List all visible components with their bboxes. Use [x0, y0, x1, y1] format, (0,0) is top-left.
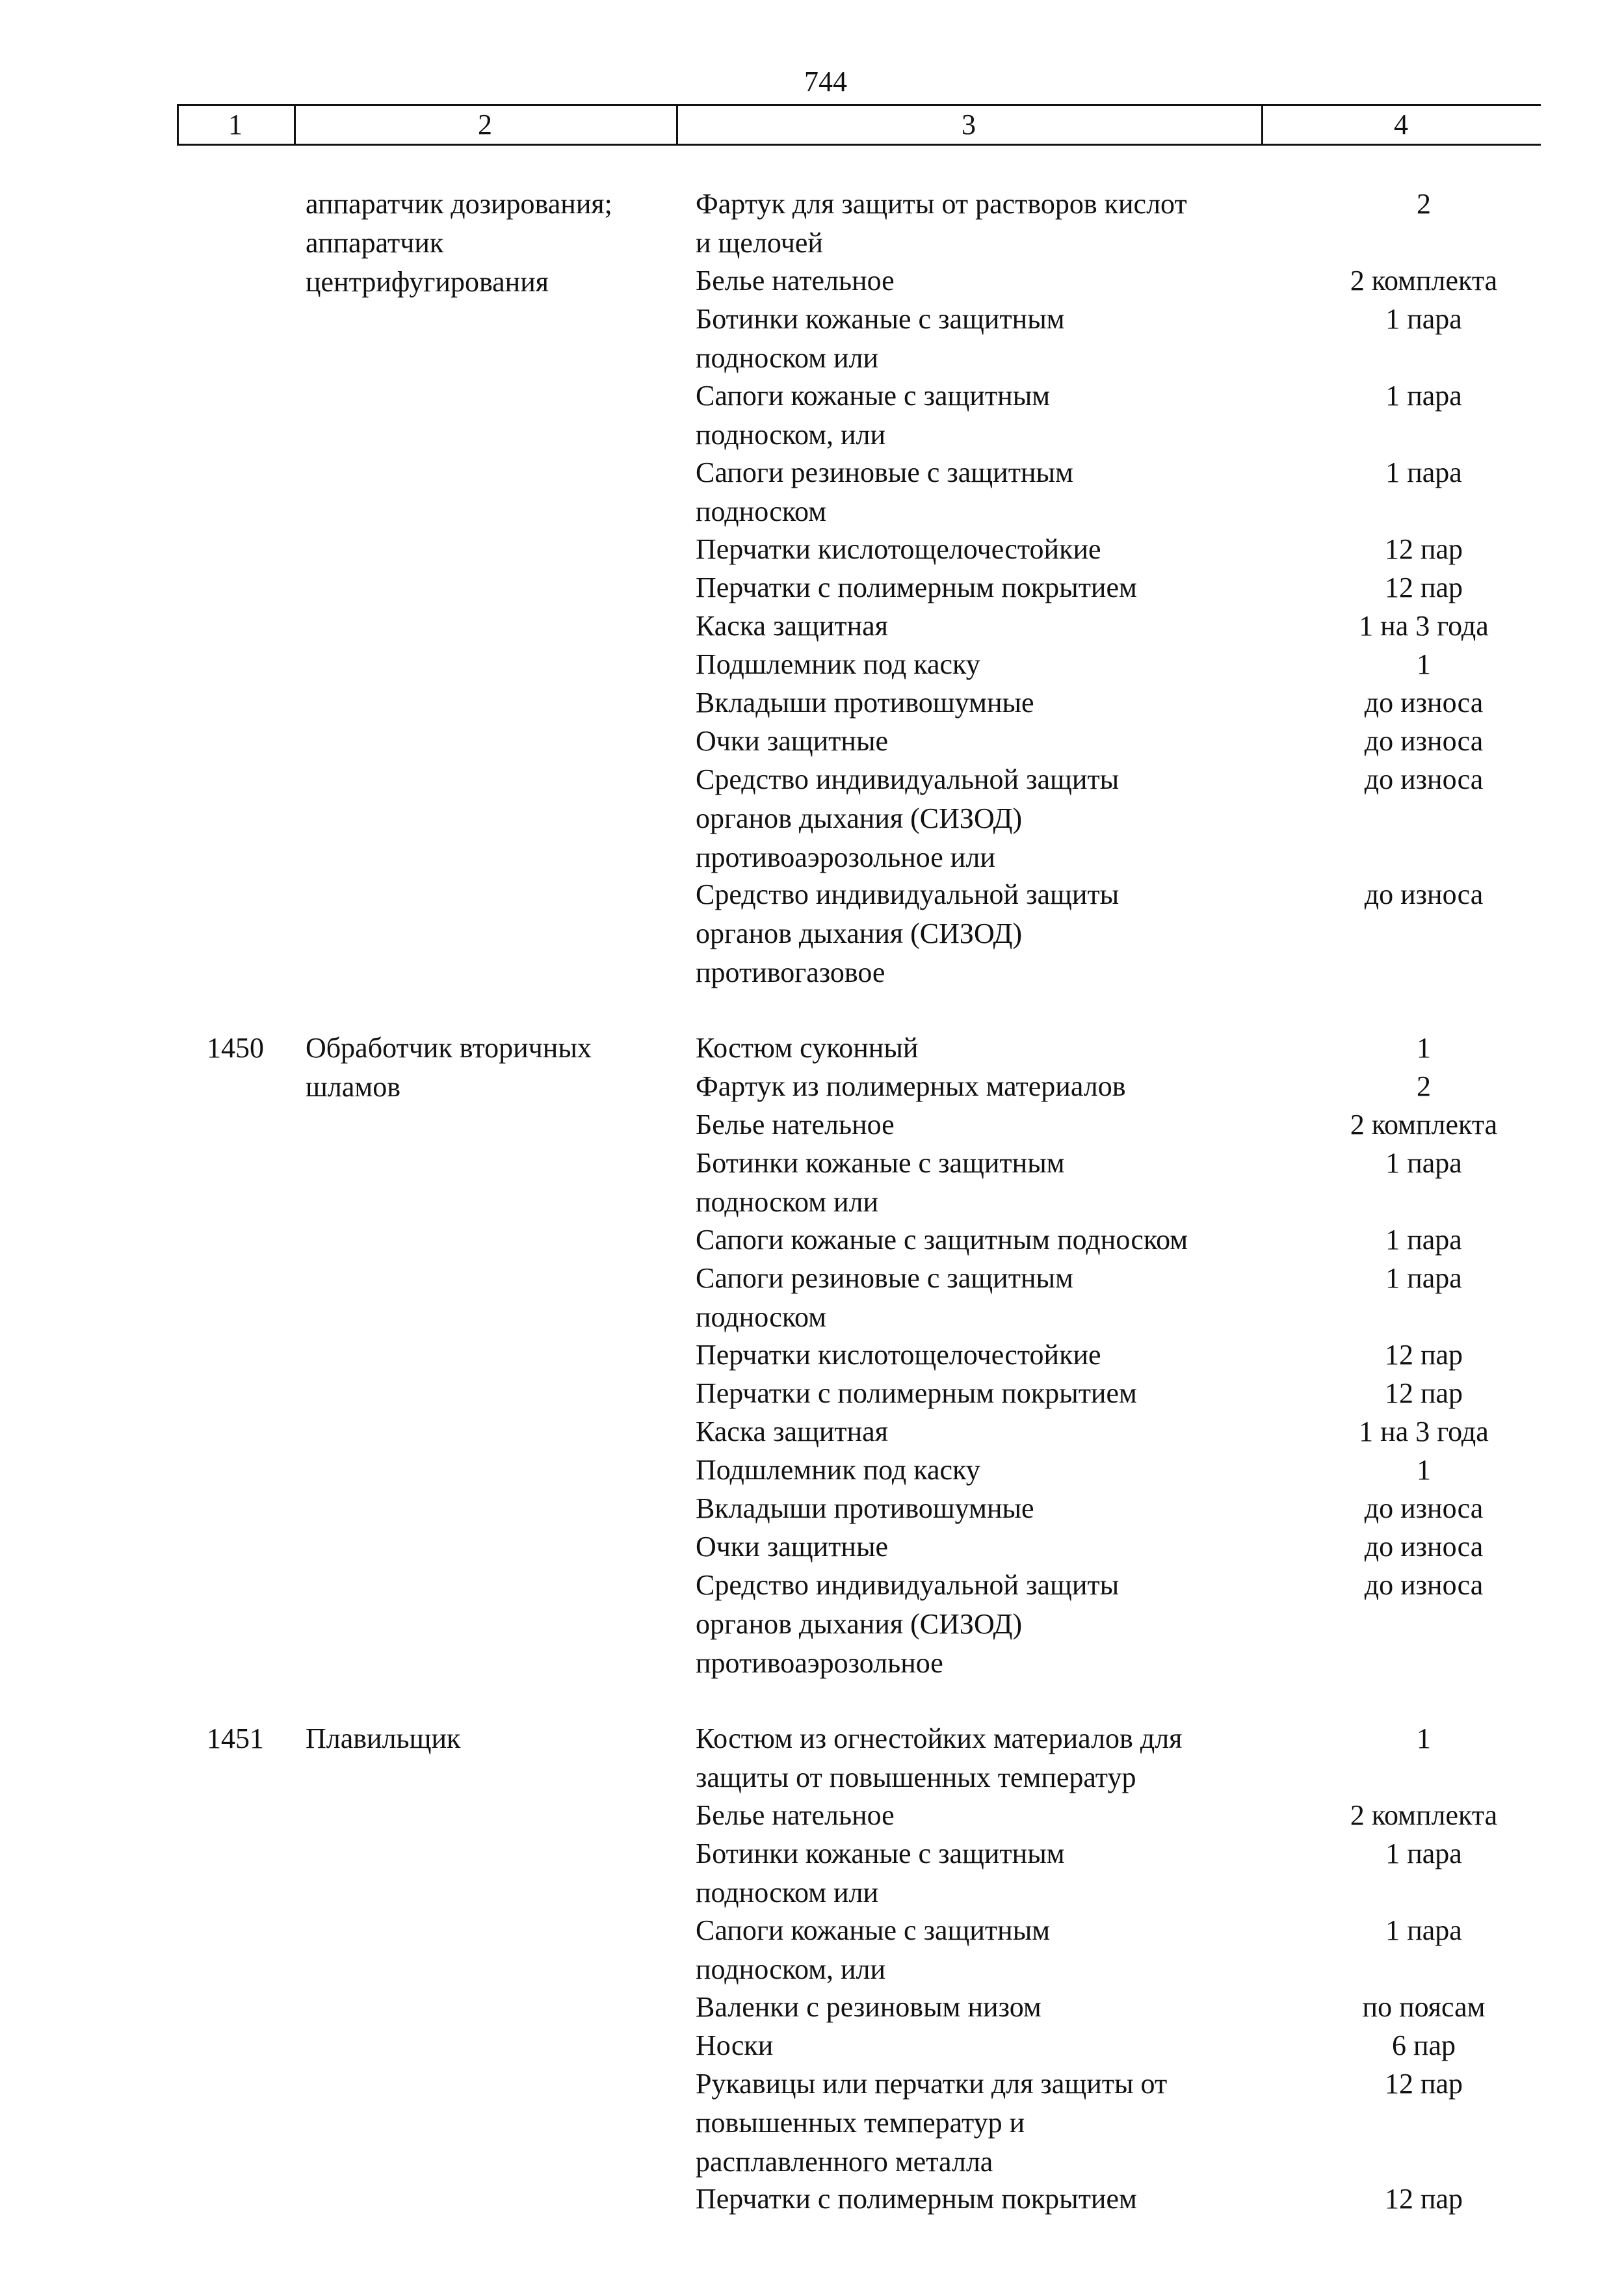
item-norm: 6 пар	[1391, 2029, 1456, 2061]
item-norm: 1 пара	[1385, 1224, 1462, 1256]
item-norm: 1 пара	[1385, 303, 1462, 335]
item-name: Сапоги кожаные с защитным подноском	[696, 1224, 1188, 1256]
item-norm: до износа	[1364, 687, 1484, 719]
item-name: Костюм суконный	[696, 1032, 919, 1064]
item-name: Очки защитные	[696, 1531, 889, 1563]
item-norm: 12 пар	[1384, 2068, 1463, 2100]
item-name: Фартук из полимерных материалов	[696, 1070, 1126, 1102]
item-norm: 2 комплекта	[1350, 265, 1498, 297]
item-norm: до износа	[1364, 1569, 1484, 1601]
item-norm: 2	[1417, 188, 1431, 220]
item-name: Ботинки кожаные с защитным подноском или	[696, 1147, 1065, 1218]
item-name: Каска защитная	[696, 1416, 888, 1447]
item-name: Вкладыши противошумные	[696, 687, 1034, 719]
item-norm: 12 пар	[1384, 1377, 1463, 1409]
entry-number: 1450	[207, 1032, 264, 1064]
item-name: Носки	[696, 2029, 774, 2061]
item-norm: по поясам	[1362, 1991, 1486, 2023]
item-norm: до износа	[1364, 725, 1484, 757]
column-header-4: 4	[1394, 109, 1408, 140]
item-name: Подшлемник под каску	[696, 1454, 980, 1486]
item-name: Очки защитные	[696, 725, 889, 757]
item-norm: 1 на 3 года	[1359, 610, 1489, 642]
entry-number: 1451	[207, 1722, 264, 1754]
profession-name: Обработчик вторичных шламов	[306, 1032, 592, 1103]
item-norm: 1 пара	[1385, 1147, 1462, 1179]
item-norm: 12 пар	[1384, 533, 1463, 565]
item-name: Подшлемник под каску	[696, 648, 980, 680]
item-norm: 12 пар	[1384, 572, 1463, 603]
item-name: Костюм из огнестойких материалов для защиты от повышенных температур	[696, 1722, 1183, 1793]
item-name: Сапоги резиновые с защитным подноском	[696, 1262, 1073, 1333]
item-norm: 1 пара	[1385, 1838, 1462, 1869]
item-name: Ботинки кожаные с защитным подноском или	[696, 303, 1065, 374]
item-name: Белье нательное	[696, 1109, 895, 1141]
column-header-1: 1	[228, 109, 242, 140]
item-norm: до износа	[1364, 1531, 1484, 1563]
item-norm: 1	[1417, 1454, 1431, 1486]
item-name: Перчатки кислотощелочестойкие	[696, 1339, 1101, 1371]
item-norm: 12 пар	[1384, 1339, 1463, 1371]
item-name: Перчатки с полимерным покрытием	[696, 1377, 1137, 1409]
item-name: Сапоги резиновые с защитным подноском	[696, 456, 1073, 527]
item-name: Валенки с резиновым низом	[696, 1991, 1041, 2023]
item-name: Перчатки кислотощелочестойкие	[696, 533, 1101, 565]
item-norm: 1	[1417, 648, 1431, 680]
item-norm: 1	[1417, 1722, 1431, 1754]
item-name: Фартук для защиты от растворов кислот и щелочей	[696, 188, 1187, 259]
item-norm: 1 на 3 года	[1359, 1416, 1489, 1447]
item-name: Сапоги кожаные с защитным подноском, или	[696, 380, 1051, 451]
column-header-2: 2	[478, 109, 492, 140]
item-name: Ботинки кожаные с защитным подноском или	[696, 1838, 1065, 1908]
item-norm: до износа	[1364, 1492, 1484, 1524]
column-header-3: 3	[962, 109, 976, 140]
page-number: 744	[804, 66, 847, 98]
item-norm: 1 пара	[1385, 456, 1462, 488]
item-norm: 1 пара	[1385, 380, 1462, 412]
item-name: Вкладыши противошумные	[696, 1492, 1034, 1524]
item-name: Средство индивидуальной защиты органов дыхания (СИЗОД) противоаэрозольное	[696, 1569, 1120, 1679]
item-name: Сапоги кожаные с защитным подноском, или	[696, 1914, 1051, 1985]
item-norm: до износа	[1364, 763, 1484, 795]
profession-name: аппаратчик дозирования; аппаратчик центрифугирования	[306, 188, 612, 298]
item-name: Средство индивидуальной защиты органов дыхания (СИЗОД) противоаэрозольное или	[696, 763, 1120, 873]
item-name: Средство индивидуальной защиты органов дыхания (СИЗОД) противогазовое	[696, 878, 1120, 988]
item-name: Перчатки с полимерным покрытием	[696, 2183, 1137, 2215]
item-name: Белье нательное	[696, 265, 895, 297]
item-norm: до износа	[1364, 878, 1484, 910]
item-norm: 1 пара	[1385, 1262, 1462, 1294]
item-norm: 2 комплекта	[1350, 1109, 1498, 1141]
item-norm: 1 пара	[1385, 1914, 1462, 1946]
item-norm: 1	[1417, 1032, 1431, 1064]
item-norm: 12 пар	[1384, 2183, 1463, 2215]
item-norm: 2 комплекта	[1350, 1799, 1498, 1831]
item-name: Перчатки с полимерным покрытием	[696, 572, 1137, 603]
item-name: Рукавицы или перчатки для защиты от повышенных температур и расплавленного металла	[696, 2068, 1168, 2178]
item-norm: 2	[1417, 1070, 1431, 1102]
item-name: Каска защитная	[696, 610, 888, 642]
profession-name: Плавильщик	[306, 1722, 461, 1754]
item-name: Белье нательное	[696, 1799, 895, 1831]
